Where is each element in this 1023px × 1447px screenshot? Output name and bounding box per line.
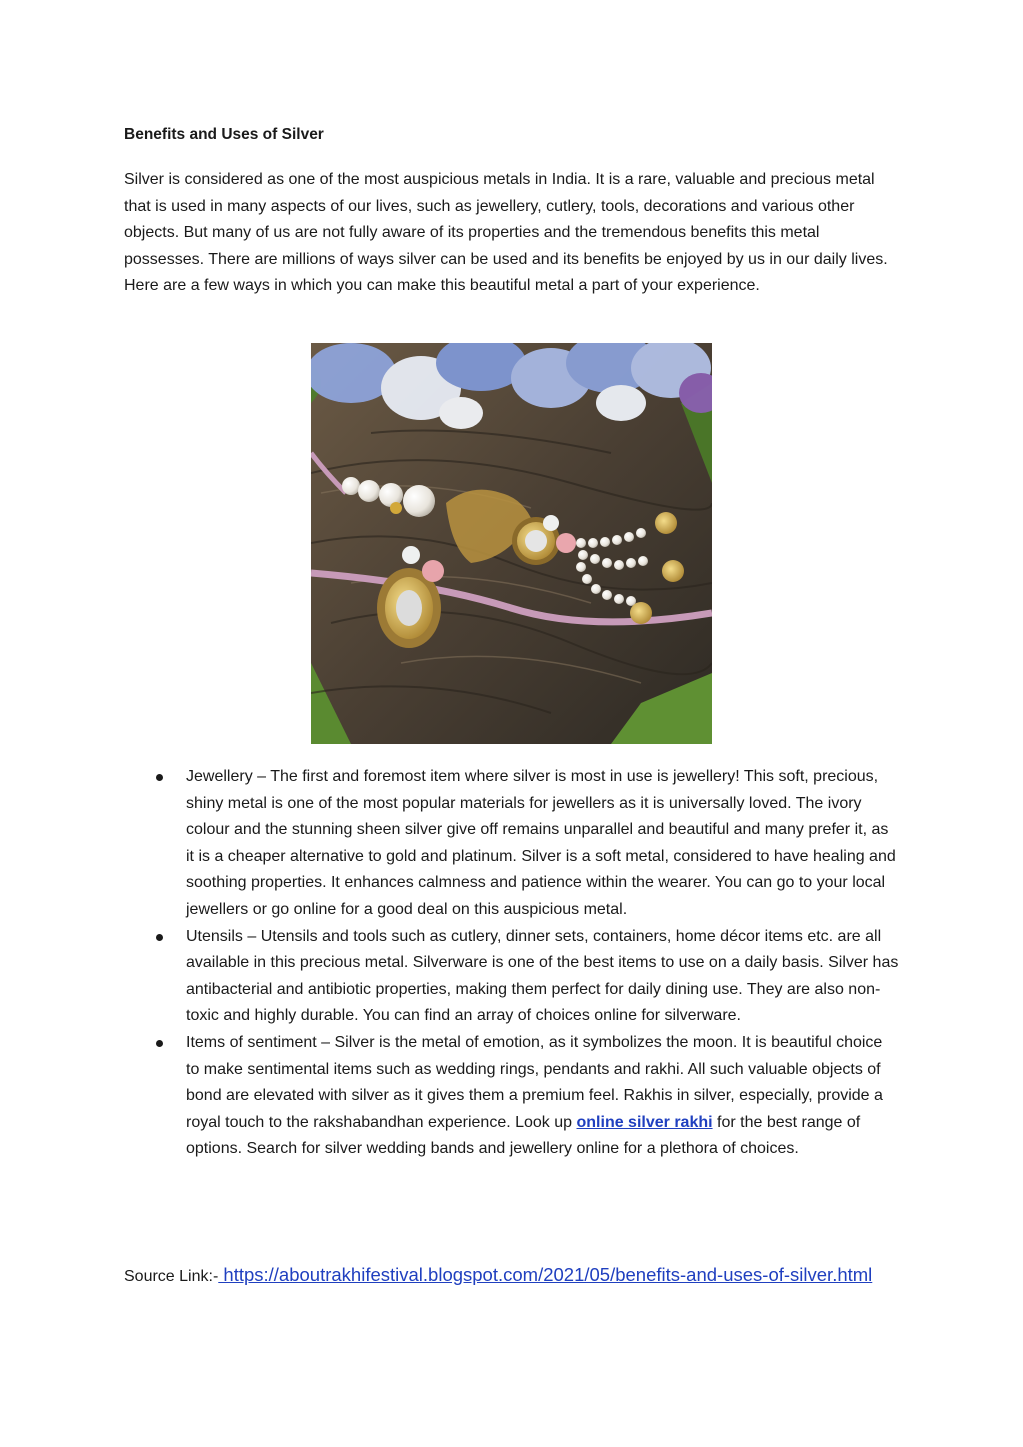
bullet-text: Items of sentiment – Silver is the metal of emotion, as it symbolizes the moon. It is beautiful choice to make sentimental items such as wedding rings, pendants and rakhi. All such valuable objects of bond are elevated with silver as it gives them a premium feel. Rakhis in silver, especially, provide a royal touch to the rakshabandhan experience. Look up	[186, 1033, 883, 1131]
bullet-text-after: for the best range of options. Search for silver wedding bands and jewellery online for a plethora of choices.	[186, 1113, 861, 1158]
list-item	[124, 764, 899, 924]
document-title: Benefits and Uses of Silver	[124, 126, 324, 143]
benefits-list	[124, 764, 899, 1163]
bullet-icon	[156, 934, 163, 941]
rakhi-photo	[311, 343, 712, 744]
source-label: Source Link:-	[124, 1268, 219, 1285]
bullet-icon	[156, 774, 163, 781]
bullet-text: Utensils – Utensils and tools such as cutlery, dinner sets, containers, home décor items etc. are all available in this precious metal. Silverware is one of the best items to use on a daily basis. Silver has antibacterial and antibiotic properties, making them perfect for daily dining use. They are also non-toxic and highly durable. You can find an array of choices online for silverware.	[186, 927, 899, 1025]
source-line	[124, 1262, 904, 1290]
source-url-link[interactable]: https://aboutrakhifestival.blogspot.com/2021/05/benefits-and-uses-of-silver.html	[218, 1264, 873, 1285]
bullet-text: Jewellery – The first and foremost item where silver is most in use is jewellery! This soft, precious, shiny metal is one of the most popular materials for jewellers as it is universally loved. The ivory colour and the stunning sheen silver give off remains unparallel and beautiful and many prefer it, as it is a cheaper alternative to gold and platinum. Silver is a soft metal, considered to have healing and soothing properties. It enhances calmness and patience within the wearer. You can go to your local jewellers or go online for a good deal on this auspicious metal.	[186, 768, 896, 918]
list-item	[124, 1030, 899, 1163]
bullet-icon	[156, 1040, 163, 1047]
intro-paragraph: Silver is considered as one of the most auspicious metals in India. It is a rare, valuable and precious metal that is used in many aspects of our lives, such as jewellery, cutlery, tools, decorations and various other objects. But many of us are not fully aware of its properties and the tremendous benefits this metal possesses. There are millions of ways silver can be used and its benefits be enjoyed by us in our daily lives. Here are a few ways in which you can make this beautiful metal a part of your experience.	[124, 171, 888, 294]
online-silver-rakhi-link[interactable]: online silver rakhi	[576, 1113, 713, 1131]
list-item	[124, 924, 899, 1030]
